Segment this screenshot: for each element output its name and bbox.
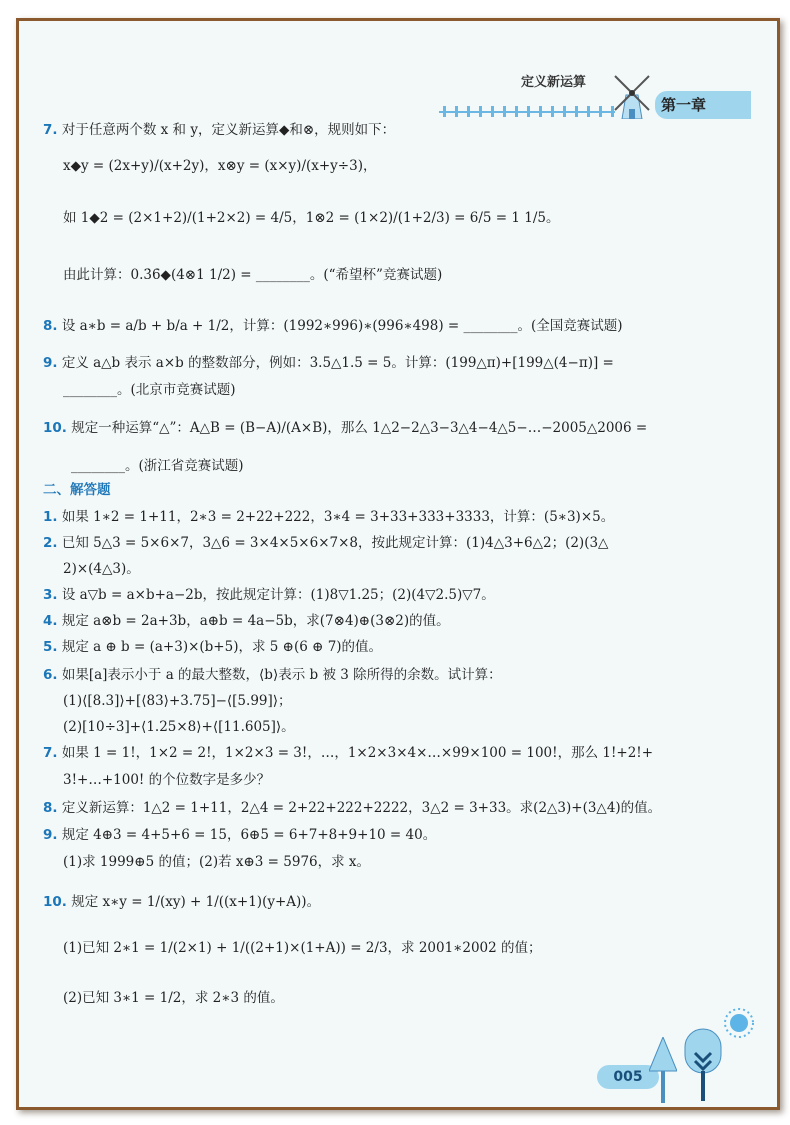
answer-6-line-3: (2)[10÷3]+⟨1.25×8⟩+⟨[11.605]⟩。 <box>63 719 295 735</box>
problem-number: 9. <box>43 827 58 843</box>
answer-8: 8. 定义新运算：1△2 = 1+11，2△4 = 2+22+222+2222，3△2 = 3+33。求(2△3)+(3△4)的值。 <box>43 800 662 816</box>
page-frame <box>16 18 780 1110</box>
answer-7-line-1: 7. 如果 1 = 1!，1×2 = 2!，1×2×3 = 3!，…，1×2×3×4×…×99×100 = 100!，那么 1!+2!+ <box>43 745 654 761</box>
answer-10-line-1: 10. 规定 x∗y = 1/(xy) + 1/((x+1)(y+A))。 <box>43 894 321 910</box>
problem-number: 10. <box>43 420 67 436</box>
problem-number: 2. <box>43 535 58 551</box>
answer-2-line-1: 2. 已知 5△3 = 5×6×7，3△6 = 3×4×5×6×7×8，按此规定计算：(1)4△3+6△2；(2)(3△ <box>43 535 609 551</box>
problem-number: 3. <box>43 587 58 603</box>
answer-7-line-2: 3!+…+100! 的个位数字是多少？ <box>63 772 271 788</box>
problem-9-line-2: ________。(北京市竞赛试题) <box>63 382 236 398</box>
problem-8: 8. 设 a∗b = a/b + b/a + 1/2，计算：(1992∗996)∗(996∗498) = ________。(全国竞赛试题) <box>43 318 623 334</box>
windmill-icon <box>609 71 655 119</box>
answer-3: 3. 设 a▽b = a×b+a−2b，按此规定计算：(1)8▽1.25；(2)(4▽2.5)▽7。 <box>43 587 495 603</box>
section-title: 二、解答题 <box>43 482 111 498</box>
section-header: 定义新运算 <box>521 75 587 90</box>
problem-number: 8. <box>43 318 58 334</box>
problem-7-line-4: 由此计算：0.3̇6̇◆(4⊗1 1/2) = ________。(“希望杯”竞赛试题) <box>63 267 443 283</box>
problem-9-line-1: 9. 定义 a△b 表示 a×b 的整数部分，例如：3.5△1.5 = 5。计算：(199△π)+[199△(4−π)] = <box>43 355 614 371</box>
answer-9-line-2: (1)求 1999⊕5 的值；(2)若 x⊕3 = 5976，求 x。 <box>63 854 371 870</box>
answer-6-line-2: (1)⟨[8.3]⟩+[⟨83⟩+3.75]−⟨[5.99]⟩； <box>63 693 292 709</box>
problem-number: 9. <box>43 355 58 371</box>
problem-number: 6. <box>43 667 58 683</box>
problem-number: 4. <box>43 613 58 629</box>
page-number: 005 <box>597 1065 659 1089</box>
sun-icon <box>723 1007 755 1039</box>
problem-number: 7. <box>43 122 58 138</box>
fence-decoration <box>439 105 615 117</box>
problem-number: 8. <box>43 800 58 816</box>
answer-1: 1. 如果 1∗2 = 1+11，2∗3 = 2+22+222，3∗4 = 3+33+333+3333，计算：(5∗3)×5。 <box>43 509 615 525</box>
answer-2-line-2: 2)×(4△3)。 <box>63 561 140 577</box>
answer-10-line-3: (2)已知 3∗1 = 1/2，求 2∗3 的值。 <box>63 990 284 1006</box>
problem-number: 1. <box>43 509 58 525</box>
problem-number: 10. <box>43 894 67 910</box>
problem-number: 7. <box>43 745 58 761</box>
answer-5: 5. 规定 a ⊕ b = (a+3)×(b+5)，求 5 ⊕(6 ⊕ 7)的值。 <box>43 639 383 655</box>
problem-7-line-1: 7. 对于任意两个数 x 和 y，定义新运算◆和⊗，规则如下： <box>43 122 396 138</box>
chapter-tab: 第一章 <box>655 91 751 119</box>
problem-number: 5. <box>43 639 58 655</box>
answer-9-line-1: 9. 规定 4⊕3 = 4+5+6 = 15，6⊕5 = 6+7+8+9+10 = 40。 <box>43 827 437 843</box>
tree-icon <box>683 1027 723 1103</box>
tree-icon <box>649 1037 677 1107</box>
problem-7-line-2: x◆y = (2x+y)/(x+2y)，x⊗y = (x×y)/(x+y÷3)， <box>63 158 377 174</box>
answer-10-line-2: (1)已知 2∗1 = 1/(2×1) + 1/((2+1)×(1+A)) = 2/3，求 2001∗2002 的值； <box>63 940 542 956</box>
answer-4: 4. 规定 a⊗b = 2a+3b，a⊕b = 4a−5b，求(7⊗4)⊕(3⊗2)的值。 <box>43 613 450 629</box>
problem-7-line-3: 如 1◆2 = (2×1+2)/(1+2×2) = 4/5，1⊗2 = (1×2)/(1+2/3) = 6/5 = 1 1/5。 <box>63 210 560 226</box>
problem-10-line-1: 10. 规定一种运算“△”：A△B = (B−A)/(A×B)，那么 1△2−2△3−3△4−4△5−…−2005△2006 = <box>43 420 648 436</box>
answer-6-line-1: 6. 如果[a]表示小于 a 的最大整数，⟨b⟩表示 b 被 3 除所得的余数。试计算： <box>43 667 502 683</box>
problem-10-line-2: ________。(浙江省竞赛试题) <box>71 458 244 474</box>
